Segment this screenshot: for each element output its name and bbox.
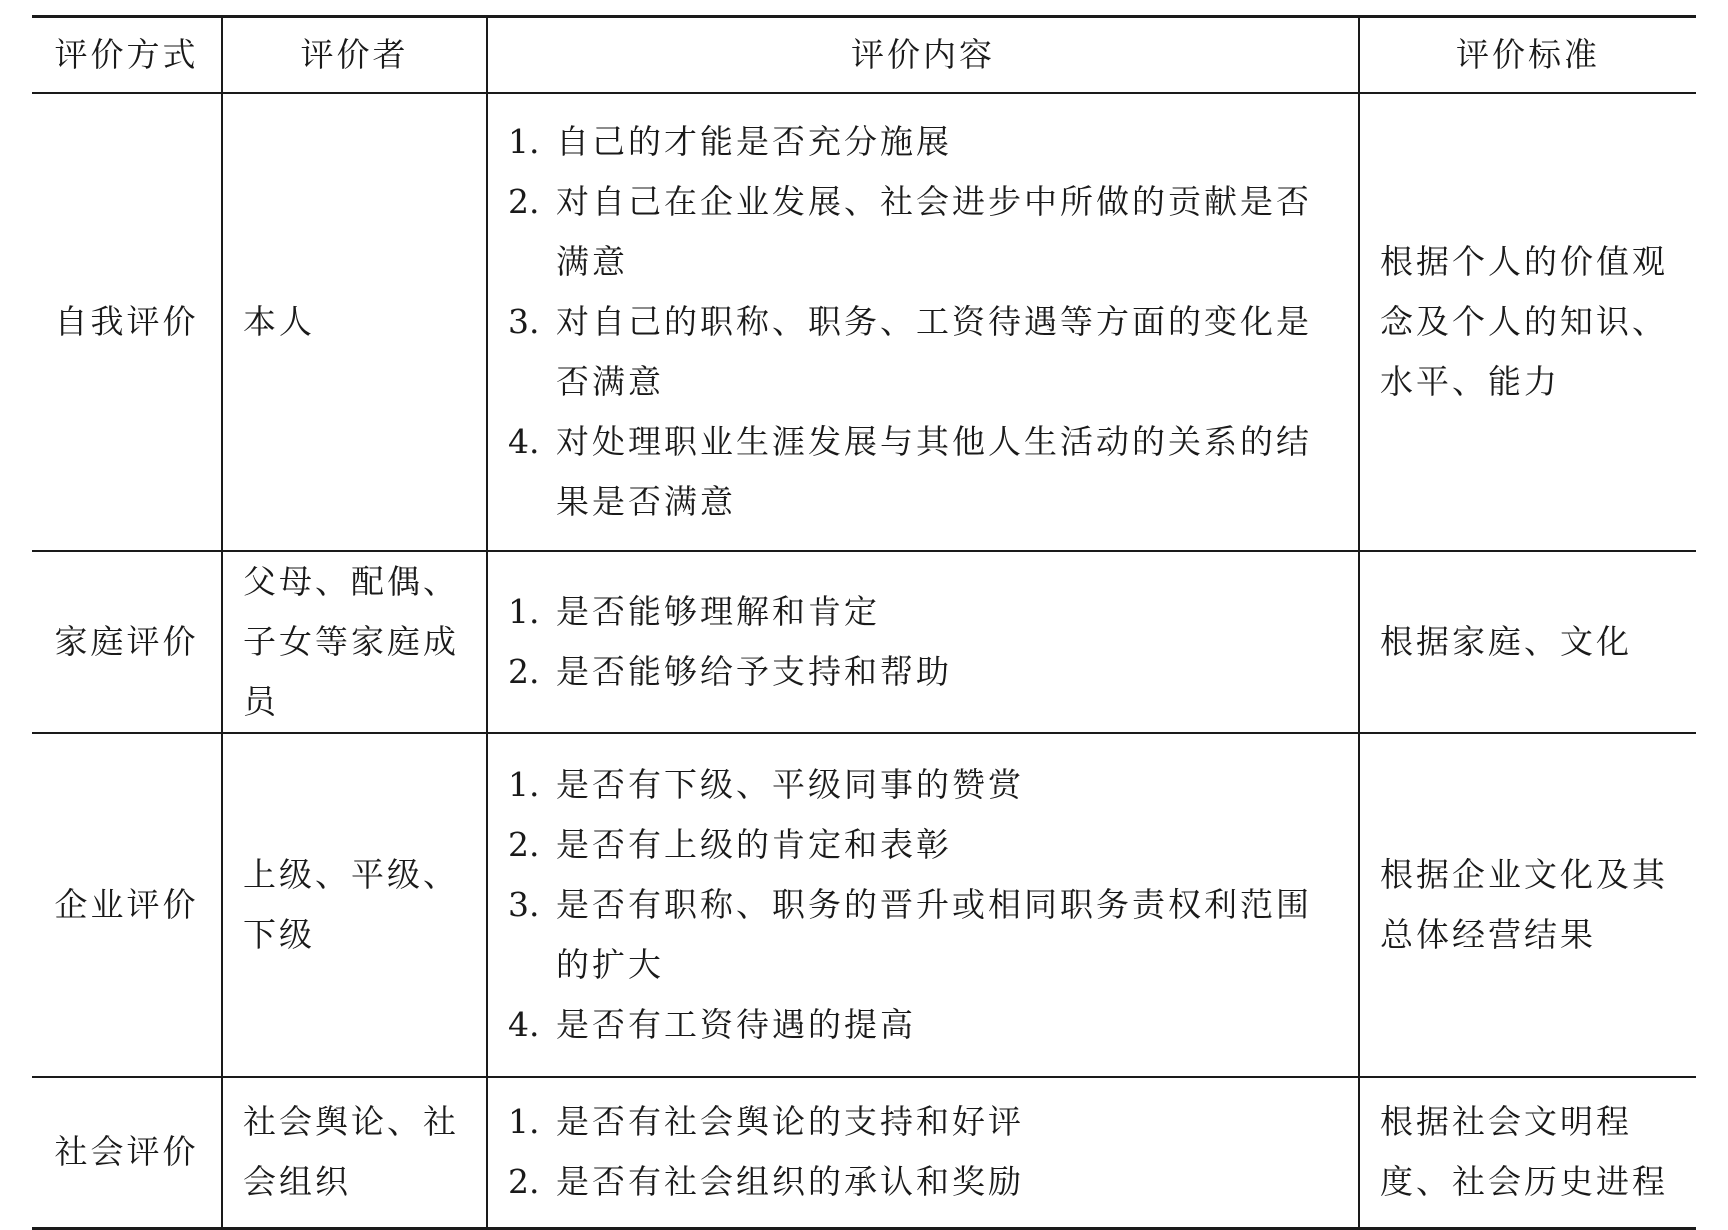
list-item (508, 642, 1342, 702)
standard-cell: 根据企业文化及其总体经营结果 (1359, 733, 1696, 1077)
evaluator-cell: 上级、平级、下级 (222, 733, 487, 1077)
item-number: 4. (508, 1004, 540, 1044)
item-number: 3. (508, 301, 540, 341)
table-row (32, 1077, 1696, 1229)
item-text: 是否有社会舆论的支持和好评 (556, 1102, 1024, 1142)
item-number: 2. (508, 181, 540, 221)
content-list (508, 755, 1342, 1055)
list-item (508, 412, 1342, 532)
method-cell: 企业评价 (54, 884, 199, 924)
item-number: 3. (508, 884, 540, 924)
table-row (32, 551, 1696, 733)
header-standard: 评价标准 (1359, 17, 1696, 93)
item-text: 是否有工资待遇的提高 (556, 1004, 916, 1044)
header-content: 评价内容 (487, 17, 1359, 93)
standard-cell: 根据社会文明程度、社会历史进程 (1359, 1077, 1696, 1229)
item-number: 1. (508, 1102, 540, 1142)
evaluator-cell: 父母、配偶、子女等家庭成员 (222, 551, 487, 733)
item-text: 对自己的职称、职务、工资待遇等方面的变化是否满意 (556, 301, 1312, 401)
content-cell (487, 93, 1359, 551)
content-list (508, 582, 1342, 702)
list-item (508, 112, 1342, 172)
list-item (508, 172, 1342, 292)
standard-cell: 根据家庭、文化 (1359, 551, 1696, 733)
item-text: 是否有下级、平级同事的赞赏 (556, 764, 1024, 804)
item-text: 是否有社会组织的承认和奖励 (556, 1162, 1024, 1202)
list-item (508, 875, 1342, 995)
content-cell (487, 733, 1359, 1077)
item-number: 2. (508, 651, 540, 691)
table-header-row (32, 17, 1696, 93)
list-item (508, 815, 1342, 875)
list-item (508, 582, 1342, 642)
content-list (508, 112, 1342, 532)
item-number: 1. (508, 121, 540, 161)
method-cell: 社会评价 (54, 1132, 199, 1172)
item-text: 是否有职称、职务的晋升或相同职务责权利范围的扩大 (556, 884, 1312, 984)
item-number: 1. (508, 591, 540, 631)
content-cell (487, 1077, 1359, 1229)
item-text: 对处理职业生涯发展与其他人生活动的关系的结果是否满意 (556, 421, 1312, 521)
list-item (508, 1092, 1342, 1152)
item-text: 是否能够给予支持和帮助 (556, 651, 952, 691)
method-cell: 自我评价 (54, 301, 199, 341)
item-text: 对自己在企业发展、社会进步中所做的贡献是否满意 (556, 181, 1312, 281)
table-row (32, 93, 1696, 551)
item-number: 4. (508, 421, 540, 461)
header-evaluator: 评价者 (222, 17, 487, 93)
item-number: 1. (508, 764, 540, 804)
content-list (508, 1092, 1342, 1212)
evaluator-cell: 本人 (222, 93, 487, 551)
item-text: 是否有上级的肯定和表彰 (556, 824, 952, 864)
header-method: 评价方式 (54, 34, 199, 74)
item-number: 2. (508, 1162, 540, 1202)
list-item (508, 292, 1342, 412)
list-item (508, 995, 1342, 1055)
item-text: 自己的才能是否充分施展 (556, 121, 952, 161)
content-cell (487, 551, 1359, 733)
table-row (32, 733, 1696, 1077)
list-item (508, 1152, 1342, 1212)
standard-cell: 根据个人的价值观念及个人的知识、水平、能力 (1359, 93, 1696, 551)
evaluator-cell: 社会舆论、社会组织 (222, 1077, 487, 1229)
list-item (508, 755, 1342, 815)
item-number: 2. (508, 824, 540, 864)
method-cell: 家庭评价 (54, 621, 199, 661)
career-evaluation-table (32, 15, 1696, 1230)
item-text: 是否能够理解和肯定 (556, 591, 880, 631)
